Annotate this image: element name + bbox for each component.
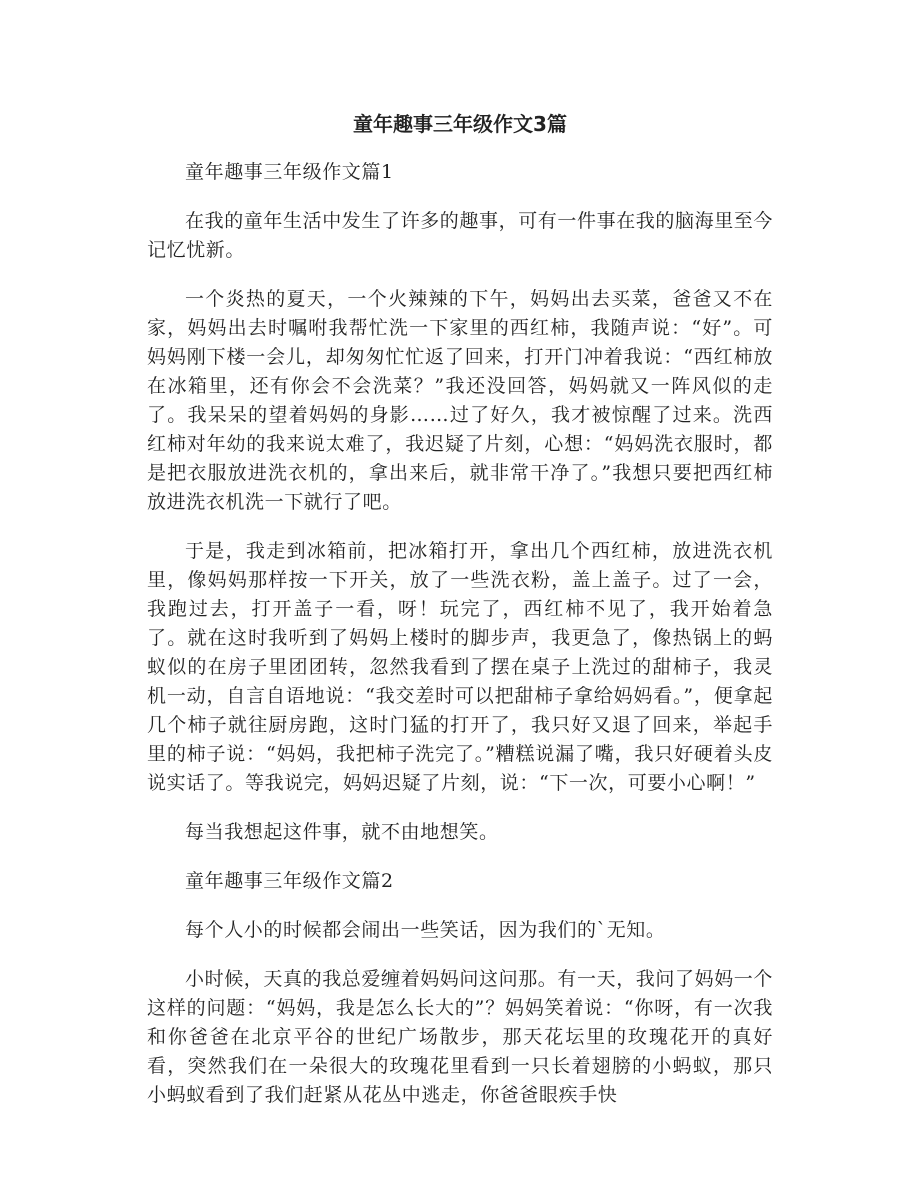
section-heading-1: 童年趣事三年级作文篇1: [185, 161, 394, 183]
paragraph: 一个炎热的夏天，一个火辣辣的下午，妈妈出去买菜，爸爸又不在家，妈妈出去时嘱咐我帮忙洗一下家里的西红柿，我随声说：“好”。可妈妈刚下楼一会儿，却匆匆忙忙返了回来，打开门冲着我说：“西红柿放在冰箱里，还有你会不会洗菜？”我还没回答，妈妈就又一阵风似的走了。我呆呆的望着妈妈的身影……过了好久，我才被惊醒了过来。洗西红柿对年幼的我来说太难了，我迟疑了片刻，心想：“妈妈洗衣服时，都是把衣服放进洗衣机的，拿出来后，就非常干净了。”我想只要把西红柿放进洗衣机洗一下就行了吧。: [147, 288, 773, 513]
paragraph: 每当我想起这件事，就不由地想笑。: [185, 821, 499, 843]
document-body: [147, 158, 773, 1130]
paragraph: 小时候，天真的我总爱缠着妈妈问这问那。有一天，我问了妈妈一个这样的问题：“妈妈，我是怎么长大的”？妈妈笑着说：“你呀，有一次我和你爸爸在北京平谷的世纪广场散步，那天花坛里的玫瑰花开的真好看，突然我们在一朵很大的玫瑰花里看到一只长着翅膀的小蚂蚁，那只小蚂蚁看到了我们赶紧从花丛中逃走，你爸爸眼疾手快: [147, 968, 774, 1106]
paragraph: 每个人小的时候都会闹出一些笑话，因为我们的`无知。: [185, 919, 666, 941]
section-heading-2: 童年趣事三年级作文篇2: [185, 870, 394, 892]
paragraph: 在我的童年生活中发生了许多的趣事，可有一件事在我的脑海里至今记忆忧新。: [147, 210, 774, 261]
document-title: 童年趣事三年级作文3篇: [353, 112, 567, 136]
paragraph: 于是，我走到冰箱前，把冰箱打开，拿出几个西红柿，放进洗衣机里，像妈妈那样按一下开关，放了一些洗衣粉，盖上盖子。过了一会，我跑过去，打开盖子一看，呀！玩完了，西红柿不见了，我开始着急了。就在这时我听到了妈妈上楼时的脚步声，我更急了，像热锅上的蚂蚁似的在房子里团团转，忽然我看到了摆在桌子上洗过的甜柿子，我灵机一动，自言自语地说：“我交差时可以把甜柿子拿给妈妈看。”，便拿起几个柿子就往厨房跑，这时门猛的打开了，我只好又退了回来，举起手里的柿子说：“妈妈，我把柿子洗完了。”糟糕说漏了嘴，我只好硬着头皮说实话了。等我说完，妈妈迟疑了片刻，说：“下一次，可要小心啊！”: [147, 540, 773, 794]
